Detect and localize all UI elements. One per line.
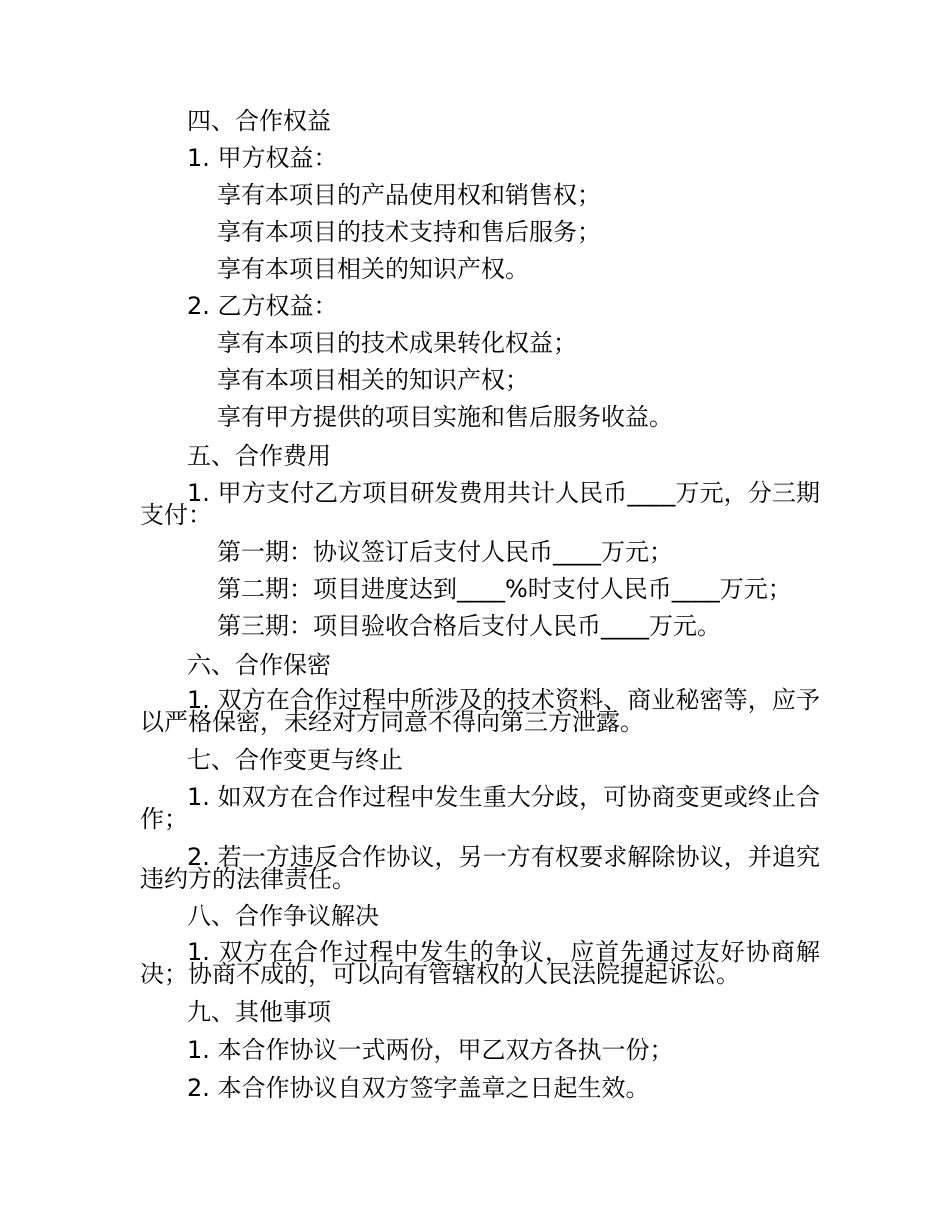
misc-clause-2: 2. 本合作协议自双方签字盖章之日起生效。 bbox=[187, 1074, 650, 1102]
section-4-title: 四、合作权益 bbox=[187, 107, 331, 135]
confidentiality-clause-1: 1. 双方在合作过程中所涉及的技术资料、商业秘密等，应予以严格保密，未经对方同意不得向第三方泄露。 bbox=[140, 686, 820, 736]
payment-phase-2: 第二期：项目进度达到____%时支付人民币____万元； bbox=[217, 575, 792, 603]
section-9-title: 九、其他事项 bbox=[187, 998, 331, 1026]
section-5-title: 五、合作费用 bbox=[187, 442, 331, 470]
dispute-clause-1: 1. 双方在合作过程中发生的争议，应首先通过友好协商解决；协商不成的，可以向有管辖权的人民法院提起诉讼。 bbox=[140, 938, 820, 988]
party-b-right-item: 享有甲方提供的项目实施和售后服务收益。 bbox=[217, 403, 673, 431]
change-clause-2: 2. 若一方违反合作协议，另一方有权要求解除协议，并追究违约方的法律责任。 bbox=[140, 843, 820, 893]
party-b-right-item: 享有本项目的技术成果转化权益； bbox=[217, 329, 577, 357]
party-a-right-item: 享有本项目的技术支持和售后服务； bbox=[217, 218, 601, 246]
misc-clause-1: 1. 本合作协议一式两份，甲乙双方各执一份； bbox=[187, 1036, 674, 1064]
section-7-title: 七、合作变更与终止 bbox=[187, 746, 403, 774]
fee-clause-1: 1. 甲方支付乙方项目研发费用共计人民币____万元，分三期支付： bbox=[140, 479, 820, 529]
party-a-right-item: 享有本项目的产品使用权和销售权； bbox=[217, 181, 601, 209]
payment-phase-1: 第一期：协议签订后支付人民币____万元； bbox=[217, 538, 673, 566]
party-a-right-item: 享有本项目相关的知识产权。 bbox=[217, 255, 529, 283]
party-b-rights-heading: 2. 乙方权益： bbox=[187, 292, 338, 320]
party-b-right-item: 享有本项目相关的知识产权； bbox=[217, 366, 529, 394]
section-6-title: 六、合作保密 bbox=[187, 651, 331, 679]
party-a-rights-heading: 1. 甲方权益： bbox=[187, 144, 338, 172]
payment-phase-3: 第三期：项目验收合格后支付人民币____万元。 bbox=[217, 612, 721, 640]
change-clause-1: 1. 如双方在合作过程中发生重大分歧，可协商变更或终止合作； bbox=[140, 783, 820, 833]
section-8-title: 八、合作争议解决 bbox=[187, 902, 379, 930]
